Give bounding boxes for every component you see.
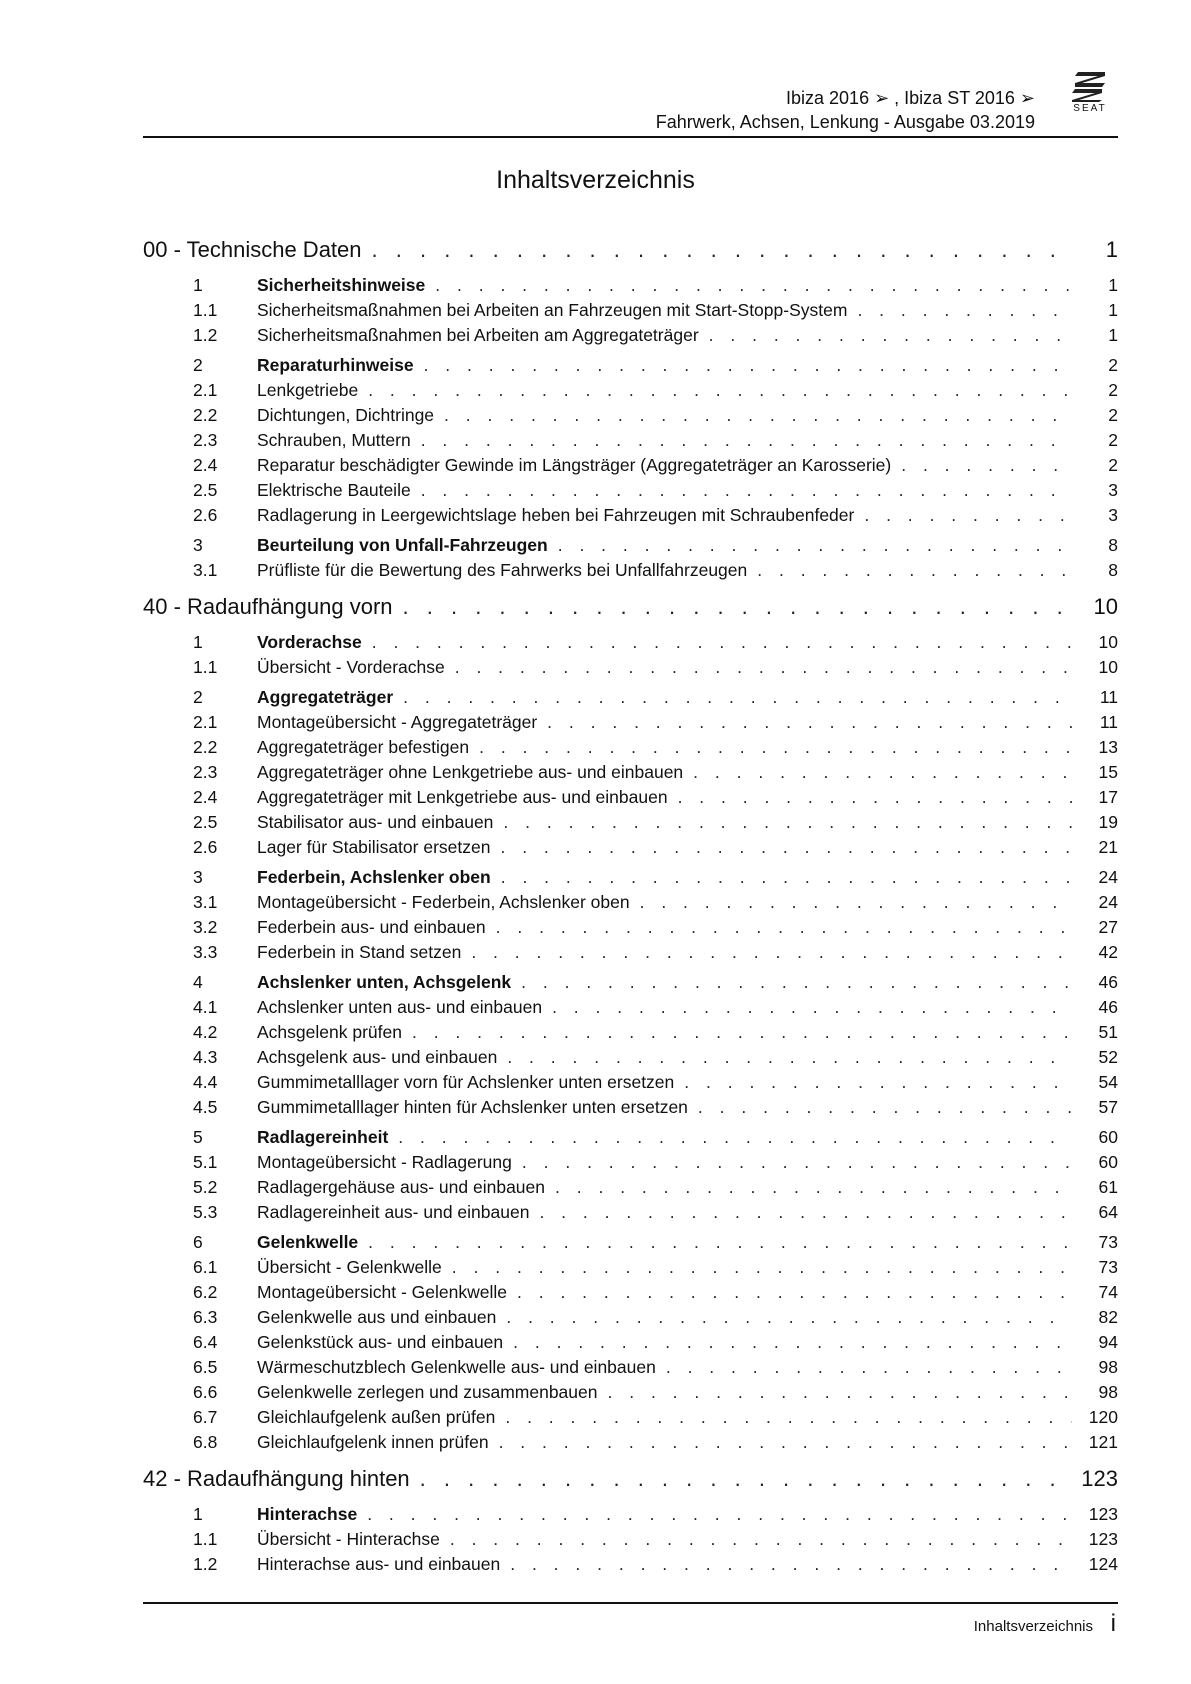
toc-entry-label: Federbein aus- und einbauen bbox=[257, 917, 486, 937]
toc-subsection[interactable] bbox=[143, 1430, 1118, 1455]
toc-entry-number: 3 bbox=[193, 535, 203, 555]
toc-entry-label: Achslenker unten aus- und einbauen bbox=[257, 997, 543, 1017]
toc-entry-number: 1 bbox=[193, 275, 203, 295]
toc-entry-number: 2.4 bbox=[193, 787, 218, 807]
toc-entry-label: Gummimetalllager hinten für Achslenker unten ersetzen bbox=[257, 1097, 688, 1117]
toc-leader-dots bbox=[555, 1175, 1072, 1200]
toc-entry-label: Radlagereinheit bbox=[257, 1127, 389, 1147]
toc-leader-dots bbox=[420, 1461, 1072, 1497]
toc-entry-number: 1.1 bbox=[193, 1529, 218, 1549]
toc-leader-dots bbox=[501, 864, 1072, 890]
toc-entry-label: 00 - Technische Daten bbox=[143, 237, 362, 262]
toc-entry-label: Gelenkwelle aus und einbauen bbox=[257, 1307, 497, 1327]
toc-page-number: 54 bbox=[1098, 1072, 1118, 1092]
toc-entry-number: 6 bbox=[193, 1232, 203, 1252]
toc-section[interactable] bbox=[143, 684, 1118, 710]
toc-entry-number: 4.3 bbox=[193, 1047, 218, 1067]
toc-entry-number: 1.1 bbox=[193, 657, 218, 677]
toc-leader-dots bbox=[698, 1095, 1072, 1120]
toc-page-number: 21 bbox=[1098, 837, 1118, 857]
toc-entry-label: Achsgelenk aus- und einbauen bbox=[257, 1047, 498, 1067]
toc-leader-dots bbox=[368, 1229, 1072, 1255]
toc-entry-number: 2.5 bbox=[193, 812, 218, 832]
toc-subsection[interactable] bbox=[143, 1380, 1118, 1405]
page-title: Inhaltsverzeichnis bbox=[496, 166, 695, 194]
toc-subsection[interactable] bbox=[143, 890, 1118, 915]
toc-leader-dots bbox=[666, 1355, 1072, 1380]
toc-entry-number: 4.4 bbox=[193, 1072, 218, 1092]
toc-subsection[interactable] bbox=[143, 403, 1118, 428]
toc-leader-dots bbox=[499, 1430, 1072, 1455]
toc-leader-dots bbox=[506, 1305, 1072, 1330]
table-of-contents bbox=[143, 232, 1118, 1577]
toc-page-number: 46 bbox=[1098, 972, 1118, 992]
toc-page-number: 94 bbox=[1098, 1332, 1118, 1352]
toc-entry-label: Gelenkwelle bbox=[257, 1232, 359, 1252]
toc-page-number: 19 bbox=[1098, 812, 1118, 832]
toc-section[interactable] bbox=[143, 532, 1118, 558]
toc-page-number: 10 bbox=[1098, 657, 1118, 677]
toc-page-number: 2 bbox=[1108, 430, 1118, 450]
toc-page-number: 8 bbox=[1108, 535, 1118, 555]
header-subject-line: Fahrwerk, Achsen, Lenkung - Ausgabe 03.2019 bbox=[655, 112, 1035, 132]
toc-entry-label: Gummimetalllager vorn für Achslenker unten ersetzen bbox=[257, 1072, 675, 1092]
toc-entry-label: Achsgelenk prüfen bbox=[257, 1022, 402, 1042]
toc-page-number: 1 bbox=[1105, 237, 1118, 262]
header-model-line: Ibiza 2016 ➢ , Ibiza ST 2016 ➢ bbox=[786, 88, 1035, 108]
toc-leader-dots bbox=[403, 589, 1072, 625]
toc-entry-label: Montageübersicht - Radlagerung bbox=[257, 1152, 512, 1172]
toc-leader-dots bbox=[412, 1020, 1072, 1045]
toc-entry-number: 2.1 bbox=[193, 380, 218, 400]
toc-subsection[interactable] bbox=[143, 1200, 1118, 1225]
toc-leader-dots bbox=[403, 684, 1072, 710]
toc-subsection[interactable] bbox=[143, 810, 1118, 835]
toc-entry-number: 5.3 bbox=[193, 1202, 218, 1222]
toc-subsection[interactable] bbox=[143, 940, 1118, 965]
toc-leader-dots bbox=[539, 1200, 1072, 1225]
toc-entry-number: 6.7 bbox=[193, 1407, 218, 1427]
toc-entry-number: 6.6 bbox=[193, 1382, 218, 1402]
toc-entry-number: 2.4 bbox=[193, 455, 218, 475]
toc-page-number: 52 bbox=[1098, 1047, 1118, 1067]
toc-entry-label: Radlagereinheit aus- und einbauen bbox=[257, 1202, 530, 1222]
toc-entry-number: 4 bbox=[193, 972, 203, 992]
seat-logo-icon bbox=[1072, 72, 1108, 102]
toc-entry-label: Lenkgetriebe bbox=[257, 380, 359, 400]
toc-entry-number: 1 bbox=[193, 1504, 203, 1524]
toc-page-number: 10 bbox=[1093, 594, 1118, 619]
toc-entry-label: Sicherheitsmaßnahmen bei Arbeiten am Aggregateträger bbox=[257, 325, 699, 345]
toc-entry-number: 1.2 bbox=[193, 1554, 218, 1574]
toc-page-number: 27 bbox=[1098, 917, 1118, 937]
toc-section[interactable] bbox=[143, 272, 1118, 298]
toc-leader-dots bbox=[479, 735, 1072, 760]
toc-entry-label: Montageübersicht - Federbein, Achslenker oben bbox=[257, 892, 630, 912]
toc-leader-dots bbox=[547, 710, 1072, 735]
toc-entry-label: 42 - Radaufhängung hinten bbox=[143, 1466, 410, 1491]
toc-subsection[interactable] bbox=[143, 1070, 1118, 1095]
toc-entry-label: Übersicht - Gelenkwelle bbox=[257, 1257, 442, 1277]
toc-entry-label: Wärmeschutzblech Gelenkwelle aus- und einbauen bbox=[257, 1357, 656, 1377]
toc-leader-dots bbox=[452, 1255, 1072, 1280]
toc-entry-label: Lager für Stabilisator ersetzen bbox=[257, 837, 491, 857]
toc-entry-label: Elektrische Bauteile bbox=[257, 480, 411, 500]
toc-page-number: 2 bbox=[1108, 355, 1118, 375]
toc-leader-dots bbox=[450, 1527, 1072, 1552]
toc-leader-dots bbox=[367, 1501, 1072, 1527]
toc-entry-label: Aggregateträger ohne Lenkgetriebe aus- und einbauen bbox=[257, 762, 684, 782]
toc-leader-dots bbox=[678, 785, 1072, 810]
toc-leader-dots bbox=[471, 940, 1072, 965]
toc-subsection[interactable] bbox=[143, 655, 1118, 680]
toc-leader-dots bbox=[435, 272, 1072, 298]
toc-subsection[interactable] bbox=[143, 710, 1118, 735]
toc-leader-dots bbox=[684, 1070, 1072, 1095]
toc-leader-dots bbox=[901, 453, 1072, 478]
toc-subsection[interactable] bbox=[143, 1305, 1118, 1330]
toc-subsection[interactable] bbox=[143, 760, 1118, 785]
toc-entry-number: 3.2 bbox=[193, 917, 218, 937]
toc-subsection[interactable] bbox=[143, 785, 1118, 810]
toc-leader-dots bbox=[503, 810, 1072, 835]
toc-subsection[interactable] bbox=[143, 1150, 1118, 1175]
toc-page-number: 2 bbox=[1108, 405, 1118, 425]
toc-page-number: 61 bbox=[1098, 1177, 1118, 1197]
toc-page-number: 17 bbox=[1098, 787, 1118, 807]
toc-chapter[interactable] bbox=[143, 1461, 1118, 1497]
toc-leader-dots bbox=[500, 835, 1072, 860]
toc-entry-label: Schrauben, Muttern bbox=[257, 430, 411, 450]
toc-entry-number: 4.2 bbox=[193, 1022, 218, 1042]
toc-chapter[interactable] bbox=[143, 589, 1118, 625]
toc-subsection[interactable] bbox=[143, 298, 1118, 323]
toc-leader-dots bbox=[757, 558, 1072, 583]
toc-entry-label: Übersicht - Hinterachse bbox=[257, 1529, 440, 1549]
toc-leader-dots bbox=[421, 478, 1072, 503]
toc-leader-dots bbox=[372, 629, 1072, 655]
toc-subsection[interactable] bbox=[143, 1552, 1118, 1577]
toc-entry-label: Dichtungen, Dichtringe bbox=[257, 405, 435, 425]
toc-page-number: 51 bbox=[1098, 1022, 1118, 1042]
toc-section[interactable] bbox=[143, 969, 1118, 995]
toc-entry-label: Sicherheitshinweise bbox=[257, 275, 426, 295]
toc-entry-label: Federbein, Achslenker oben bbox=[257, 867, 491, 887]
toc-entry-label: Beurteilung von Unfall-Fahrzeugen bbox=[257, 535, 548, 555]
toc-leader-dots bbox=[513, 1330, 1072, 1355]
toc-page-number: 74 bbox=[1098, 1282, 1118, 1302]
toc-page-number: 73 bbox=[1098, 1257, 1118, 1277]
toc-subsection[interactable] bbox=[143, 1095, 1118, 1120]
toc-subsection[interactable] bbox=[143, 1330, 1118, 1355]
toc-page-number: 11 bbox=[1099, 712, 1118, 732]
toc-entry-label: Gleichlaufgelenk innen prüfen bbox=[257, 1432, 489, 1452]
page-header bbox=[143, 82, 1118, 138]
seat-logo bbox=[1064, 72, 1116, 124]
toc-leader-dots bbox=[558, 532, 1072, 558]
toc-page-number: 1 bbox=[1108, 325, 1118, 345]
toc-page-number: 57 bbox=[1098, 1097, 1118, 1117]
toc-leader-dots bbox=[517, 1280, 1072, 1305]
toc-entry-number: 2.5 bbox=[193, 480, 218, 500]
toc-leader-dots bbox=[444, 403, 1072, 428]
toc-entry-number: 2.2 bbox=[193, 405, 218, 425]
footer-label: Inhaltsverzeichnis bbox=[973, 1618, 1093, 1635]
toc-subsection[interactable] bbox=[143, 378, 1118, 403]
toc-entry-number: 2.1 bbox=[193, 712, 218, 732]
toc-entry-label: Montageübersicht - Aggregateträger bbox=[257, 712, 538, 732]
toc-page-number: 8 bbox=[1108, 560, 1118, 580]
toc-subsection[interactable] bbox=[143, 453, 1118, 478]
toc-subsection[interactable] bbox=[143, 428, 1118, 453]
toc-page-number: 3 bbox=[1108, 480, 1118, 500]
toc-subsection[interactable] bbox=[143, 323, 1118, 348]
toc-entry-number: 4.5 bbox=[193, 1097, 218, 1117]
toc-page-number: 3 bbox=[1108, 505, 1118, 525]
toc-section[interactable] bbox=[143, 352, 1118, 378]
toc-page-number: 123 bbox=[1088, 1504, 1118, 1524]
toc-subsection[interactable] bbox=[143, 503, 1118, 528]
toc-section[interactable] bbox=[143, 1229, 1118, 1255]
toc-leader-dots bbox=[507, 1045, 1072, 1070]
toc-page-number: 46 bbox=[1098, 997, 1118, 1017]
toc-subsection[interactable] bbox=[143, 1280, 1118, 1305]
toc-entry-number: 2.3 bbox=[193, 762, 218, 782]
toc-entry-label: Gelenkwelle zerlegen und zusammenbauen bbox=[257, 1382, 598, 1402]
toc-entry-number: 5 bbox=[193, 1127, 203, 1147]
toc-entry-number: 2.3 bbox=[193, 430, 218, 450]
toc-entry-label: Gleichlaufgelenk außen prüfen bbox=[257, 1407, 496, 1427]
toc-entry-number: 6.3 bbox=[193, 1307, 218, 1327]
toc-entry-label: Gelenkstück aus- und einbauen bbox=[257, 1332, 504, 1352]
toc-page-number: 120 bbox=[1088, 1407, 1118, 1427]
toc-page-number: 1 bbox=[1108, 300, 1118, 320]
toc-page-number: 1 bbox=[1108, 275, 1118, 295]
toc-entry-label: Aggregateträger bbox=[257, 687, 394, 707]
toc-subsection[interactable] bbox=[143, 1175, 1118, 1200]
toc-leader-dots bbox=[496, 915, 1072, 940]
toc-leader-dots bbox=[640, 890, 1072, 915]
toc-entry-number: 3.3 bbox=[193, 942, 218, 962]
toc-entry-number: 6.8 bbox=[193, 1432, 218, 1452]
toc-entry-label: Federbein in Stand setzen bbox=[257, 942, 462, 962]
toc-entry-label: Hinterachse bbox=[257, 1504, 358, 1524]
toc-page-number: 42 bbox=[1098, 942, 1118, 962]
toc-subsection[interactable] bbox=[143, 1405, 1118, 1430]
toc-leader-dots bbox=[521, 969, 1072, 995]
toc-entry-number: 1 bbox=[193, 632, 203, 652]
toc-page-number: 73 bbox=[1098, 1232, 1118, 1252]
toc-leader-dots bbox=[505, 1405, 1072, 1430]
toc-leader-dots bbox=[693, 760, 1072, 785]
toc-entry-number: 6.1 bbox=[193, 1257, 218, 1277]
toc-entry-label: Reparaturhinweise bbox=[257, 355, 414, 375]
toc-page-number: 60 bbox=[1098, 1127, 1118, 1147]
toc-page-number: 82 bbox=[1098, 1307, 1118, 1327]
toc-entry-label: Radlagerung in Leergewichtslage heben bei Fahrzeugen mit Schraubenfeder bbox=[257, 505, 855, 525]
toc-entry-label: Übersicht - Vorderachse bbox=[257, 657, 445, 677]
toc-section[interactable] bbox=[143, 629, 1118, 655]
toc-entry-label: Reparatur beschädigter Gewinde im Längsträger (Aggregateträger an Karosserie) bbox=[257, 455, 892, 475]
toc-page-number: 2 bbox=[1108, 380, 1118, 400]
toc-page-number: 15 bbox=[1098, 762, 1118, 782]
toc-entry-number: 2.2 bbox=[193, 737, 218, 757]
toc-leader-dots bbox=[864, 503, 1072, 528]
toc-entry-label: Montageübersicht - Gelenkwelle bbox=[257, 1282, 507, 1302]
toc-leader-dots bbox=[398, 1124, 1072, 1150]
toc-leader-dots bbox=[608, 1380, 1073, 1405]
toc-entry-number: 1.1 bbox=[193, 300, 218, 320]
toc-section[interactable] bbox=[143, 864, 1118, 890]
toc-leader-dots bbox=[368, 378, 1072, 403]
toc-subsection[interactable] bbox=[143, 1255, 1118, 1280]
toc-subsection[interactable] bbox=[143, 478, 1118, 503]
toc-leader-dots bbox=[372, 232, 1072, 268]
toc-page-number: 13 bbox=[1098, 737, 1118, 757]
toc-entry-label: Achslenker unten, Achsgelenk bbox=[257, 972, 512, 992]
toc-entry-number: 2 bbox=[193, 355, 203, 375]
toc-leader-dots bbox=[421, 428, 1072, 453]
toc-leader-dots bbox=[709, 323, 1072, 348]
toc-chapter[interactable] bbox=[143, 232, 1118, 268]
footer-page-number: i bbox=[1110, 1610, 1116, 1637]
toc-entry-label: Hinterachse aus- und einbauen bbox=[257, 1554, 501, 1574]
toc-leader-dots bbox=[857, 298, 1072, 323]
toc-page-number: 2 bbox=[1108, 455, 1118, 475]
toc-subsection[interactable] bbox=[143, 995, 1118, 1020]
toc-entry-label: Vorderachse bbox=[257, 632, 362, 652]
toc-page-number: 98 bbox=[1098, 1357, 1118, 1377]
toc-leader-dots bbox=[522, 1150, 1072, 1175]
seat-logo-text: SEAT bbox=[1073, 103, 1107, 114]
toc-entry-number: 6.2 bbox=[193, 1282, 218, 1302]
toc-page-number: 64 bbox=[1098, 1202, 1118, 1222]
toc-entry-number: 3.1 bbox=[193, 560, 218, 580]
toc-leader-dots bbox=[552, 995, 1072, 1020]
toc-entry-label: Radlagergehäuse aus- und einbauen bbox=[257, 1177, 546, 1197]
toc-entry-label: Aggregateträger mit Lenkgetriebe aus- und einbauen bbox=[257, 787, 668, 807]
toc-page-number: 11 bbox=[1099, 687, 1118, 707]
toc-page-number: 121 bbox=[1088, 1432, 1118, 1452]
toc-entry-number: 2 bbox=[193, 687, 203, 707]
toc-entry-number: 4.1 bbox=[193, 997, 218, 1017]
toc-section[interactable] bbox=[143, 1501, 1118, 1527]
toc-entry-number: 1.2 bbox=[193, 325, 218, 345]
toc-section[interactable] bbox=[143, 1124, 1118, 1150]
toc-entry-number: 3 bbox=[193, 867, 203, 887]
toc-entry-number: 6.4 bbox=[193, 1332, 218, 1352]
toc-entry-number: 2.6 bbox=[193, 505, 218, 525]
toc-page-number: 60 bbox=[1098, 1152, 1118, 1172]
toc-entry-label: 40 - Radaufhängung vorn bbox=[143, 594, 393, 619]
toc-entry-number: 2.6 bbox=[193, 837, 218, 857]
toc-subsection[interactable] bbox=[143, 558, 1118, 583]
toc-subsection[interactable] bbox=[143, 1045, 1118, 1070]
toc-leader-dots bbox=[455, 655, 1072, 680]
toc-entry-label: Prüfliste für die Bewertung des Fahrwerks bei Unfallfahrzeugen bbox=[257, 560, 748, 580]
page-footer bbox=[143, 1602, 1118, 1644]
toc-subsection[interactable] bbox=[143, 915, 1118, 940]
toc-subsection[interactable] bbox=[143, 835, 1118, 860]
toc-page-number: 10 bbox=[1098, 632, 1118, 652]
toc-entry-number: 6.5 bbox=[193, 1357, 218, 1377]
toc-page-number: 123 bbox=[1088, 1529, 1118, 1549]
toc-page-number: 123 bbox=[1081, 1466, 1118, 1491]
toc-subsection[interactable] bbox=[143, 1527, 1118, 1552]
toc-page-number: 24 bbox=[1098, 892, 1118, 912]
toc-entry-label: Aggregateträger befestigen bbox=[257, 737, 470, 757]
toc-entry-number: 5.2 bbox=[193, 1177, 218, 1197]
toc-leader-dots bbox=[424, 352, 1072, 378]
toc-entry-number: 5.1 bbox=[193, 1152, 218, 1172]
toc-subsection[interactable] bbox=[143, 735, 1118, 760]
toc-leader-dots bbox=[510, 1552, 1072, 1577]
toc-page-number: 98 bbox=[1098, 1382, 1118, 1402]
toc-subsection[interactable] bbox=[143, 1355, 1118, 1380]
toc-entry-label: Stabilisator aus- und einbauen bbox=[257, 812, 494, 832]
toc-subsection[interactable] bbox=[143, 1020, 1118, 1045]
toc-entry-number: 3.1 bbox=[193, 892, 218, 912]
toc-entry-label: Sicherheitsmaßnahmen bei Arbeiten an Fahrzeugen mit Start-Stopp-System bbox=[257, 300, 848, 320]
toc-page-number: 124 bbox=[1088, 1554, 1118, 1574]
toc-page-number: 24 bbox=[1098, 867, 1118, 887]
